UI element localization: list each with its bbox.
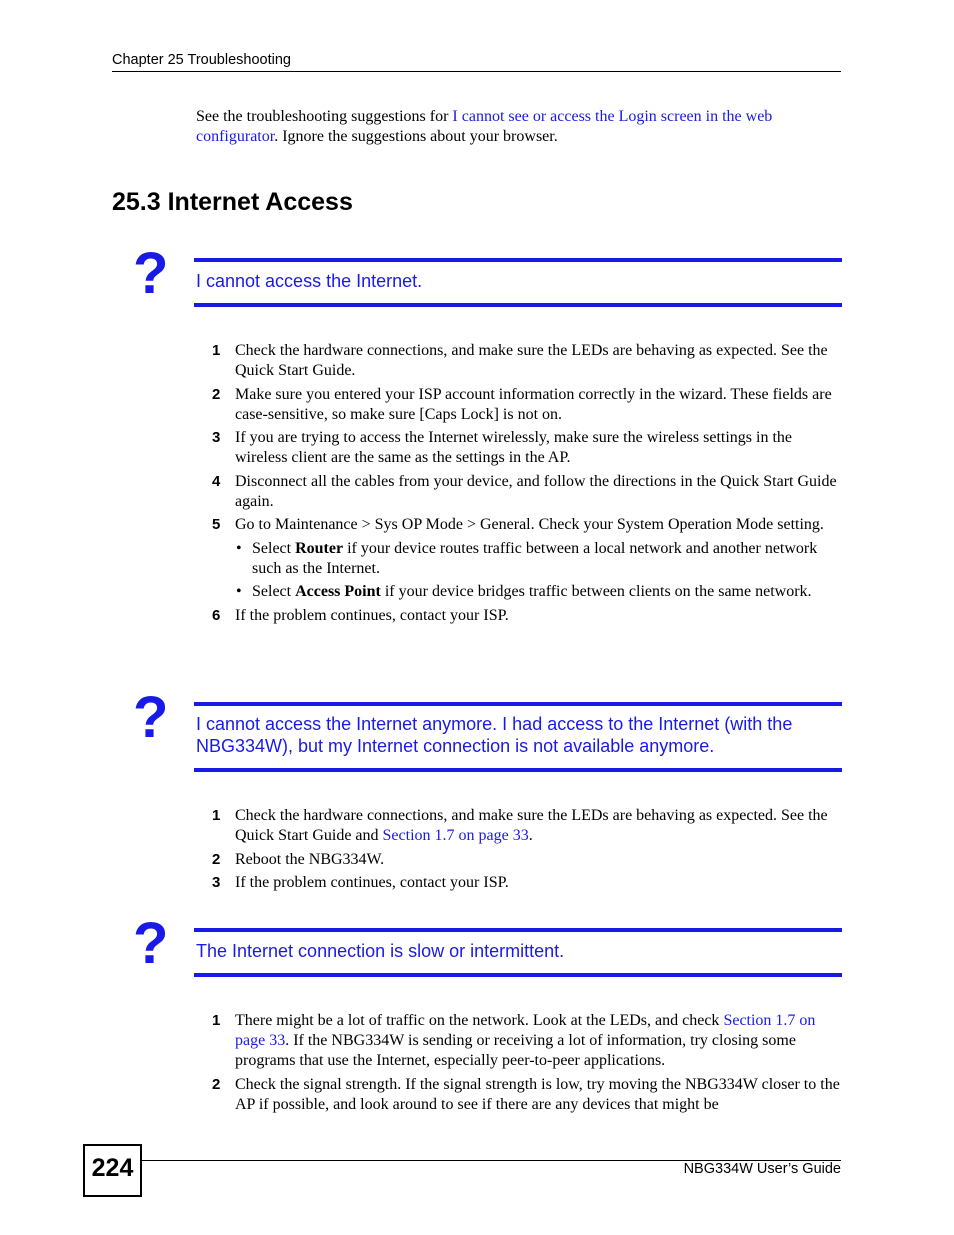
chapter-header: Chapter 25 Troubleshooting — [112, 52, 291, 68]
step-text-after: . If the NBG334W is sending or receiving a lot of information, try closing some programs that use the Internet, especially peer-to-peer applications. — [235, 1032, 796, 1069]
step-text-before: Check the hardware connections, and make sure the LEDs are behaving as expected. See the Quick Start Guide and — [235, 807, 828, 844]
intro-text-after: . Ignore the suggestions about your browser. — [274, 128, 558, 145]
section-1-7-link[interactable]: Section 1.7 on page 33 — [235, 1012, 816, 1049]
step-text: If you are trying to access the Internet wirelessly, make sure the wireless settings in the wireless client are the same as the settings in the AP. — [235, 429, 793, 466]
intro-paragraph — [196, 107, 836, 147]
question-title: I cannot access the Internet. — [196, 271, 423, 291]
question-2-steps — [212, 806, 842, 897]
bullet-icon: • — [236, 583, 242, 600]
step-text: Disconnect all the cables from your device, and follow the directions in the Quick Start Guide again. — [235, 472, 837, 510]
question-top-rule — [194, 928, 842, 932]
step-number: 3 — [212, 429, 221, 446]
step-item — [212, 850, 842, 870]
step-number: 3 — [212, 874, 221, 891]
header-divider — [112, 71, 841, 72]
step-number: 1 — [212, 342, 221, 359]
question-mark-icon: ? — [133, 241, 169, 306]
step-text: Reboot the NBG334W. — [235, 850, 385, 868]
question-title: The Internet connection is slow or intermittent. — [196, 941, 565, 961]
step-item — [212, 472, 842, 512]
page-number-box — [83, 1144, 142, 1197]
section-title: 25.3 Internet Access — [112, 188, 353, 216]
page-number: 224 — [91, 1154, 134, 1182]
step-text: If the problem continues, contact your ISP. — [235, 606, 509, 624]
login-troubleshooting-link[interactable]: I cannot see or access the Login screen in the web configurator — [196, 108, 773, 145]
step-number: 5 — [212, 516, 221, 533]
question-top-rule — [194, 258, 842, 262]
step-number: 2 — [212, 850, 221, 868]
step-number: 4 — [212, 472, 221, 490]
question-mark-icon: ? — [133, 911, 169, 976]
question-bottom-rule — [194, 768, 842, 772]
bullet-pre: Select — [252, 583, 296, 600]
bullet-item-access-point — [212, 582, 842, 602]
step-text: Check the signal strength. If the signal strength is low, try moving the NBG334W closer to the AP if possible, and look around to see if there are any devices that might be — [235, 1075, 840, 1113]
step-item — [212, 873, 842, 893]
bullet-item-router — [212, 539, 842, 579]
step-item — [212, 1011, 842, 1071]
step-item — [212, 1075, 842, 1115]
bullet-bold: Access Point — [295, 583, 381, 600]
section-1-7-link[interactable]: Section 1.7 on page 33 — [382, 827, 529, 844]
step-item — [212, 606, 842, 626]
step-text: Make sure you entered your ISP account information correctly in the wizard. These fields are case-sensitive, so make sure [Caps Lock] is not on. — [235, 385, 832, 423]
question-title: I cannot access the Internet anymore. I had access to the Internet (with the NBG334W), but my Internet connection is not available anymore. — [196, 714, 793, 756]
question-mark-icon: ? — [133, 685, 169, 750]
step-text-before: There might be a lot of traffic on the network. Look at the LEDs, and check — [235, 1012, 724, 1029]
step-item — [212, 428, 842, 468]
bullet-icon: • — [236, 539, 242, 557]
step-item — [212, 385, 842, 425]
step-text: Check the hardware connections, and make sure the LEDs are behaving as expected. See the Quick Start Guide. — [235, 342, 828, 379]
bullet-post: if your device routes traffic between a local network and another network such as the Internet. — [252, 539, 818, 577]
step-item — [212, 341, 842, 381]
step-text-after: . — [528, 827, 533, 844]
step-text: If the problem continues, contact your ISP. — [235, 874, 509, 891]
bullet-post: if your device bridges traffic between clients on the same network. — [380, 583, 812, 600]
question-3-steps — [212, 1011, 842, 1118]
step-number: 1 — [212, 1012, 221, 1029]
step-text: Go to Maintenance > Sys OP Mode > General. Check your System Operation Mode setting. — [235, 516, 824, 533]
question-bottom-rule — [194, 303, 842, 307]
guide-title: NBG334W User’s Guide — [683, 1161, 841, 1177]
intro-text-before: See the troubleshooting suggestions for — [196, 108, 453, 125]
question-1-steps — [212, 341, 842, 629]
step-number: 2 — [212, 385, 221, 403]
step-number: 6 — [212, 606, 221, 624]
question-top-rule — [194, 702, 842, 706]
step-number: 2 — [212, 1075, 221, 1093]
step-number: 1 — [212, 807, 221, 824]
step-item — [212, 515, 842, 535]
bullet-bold: Router — [295, 539, 344, 557]
question-bottom-rule — [194, 973, 842, 977]
step-item — [212, 806, 842, 846]
bullet-pre: Select — [252, 539, 296, 557]
